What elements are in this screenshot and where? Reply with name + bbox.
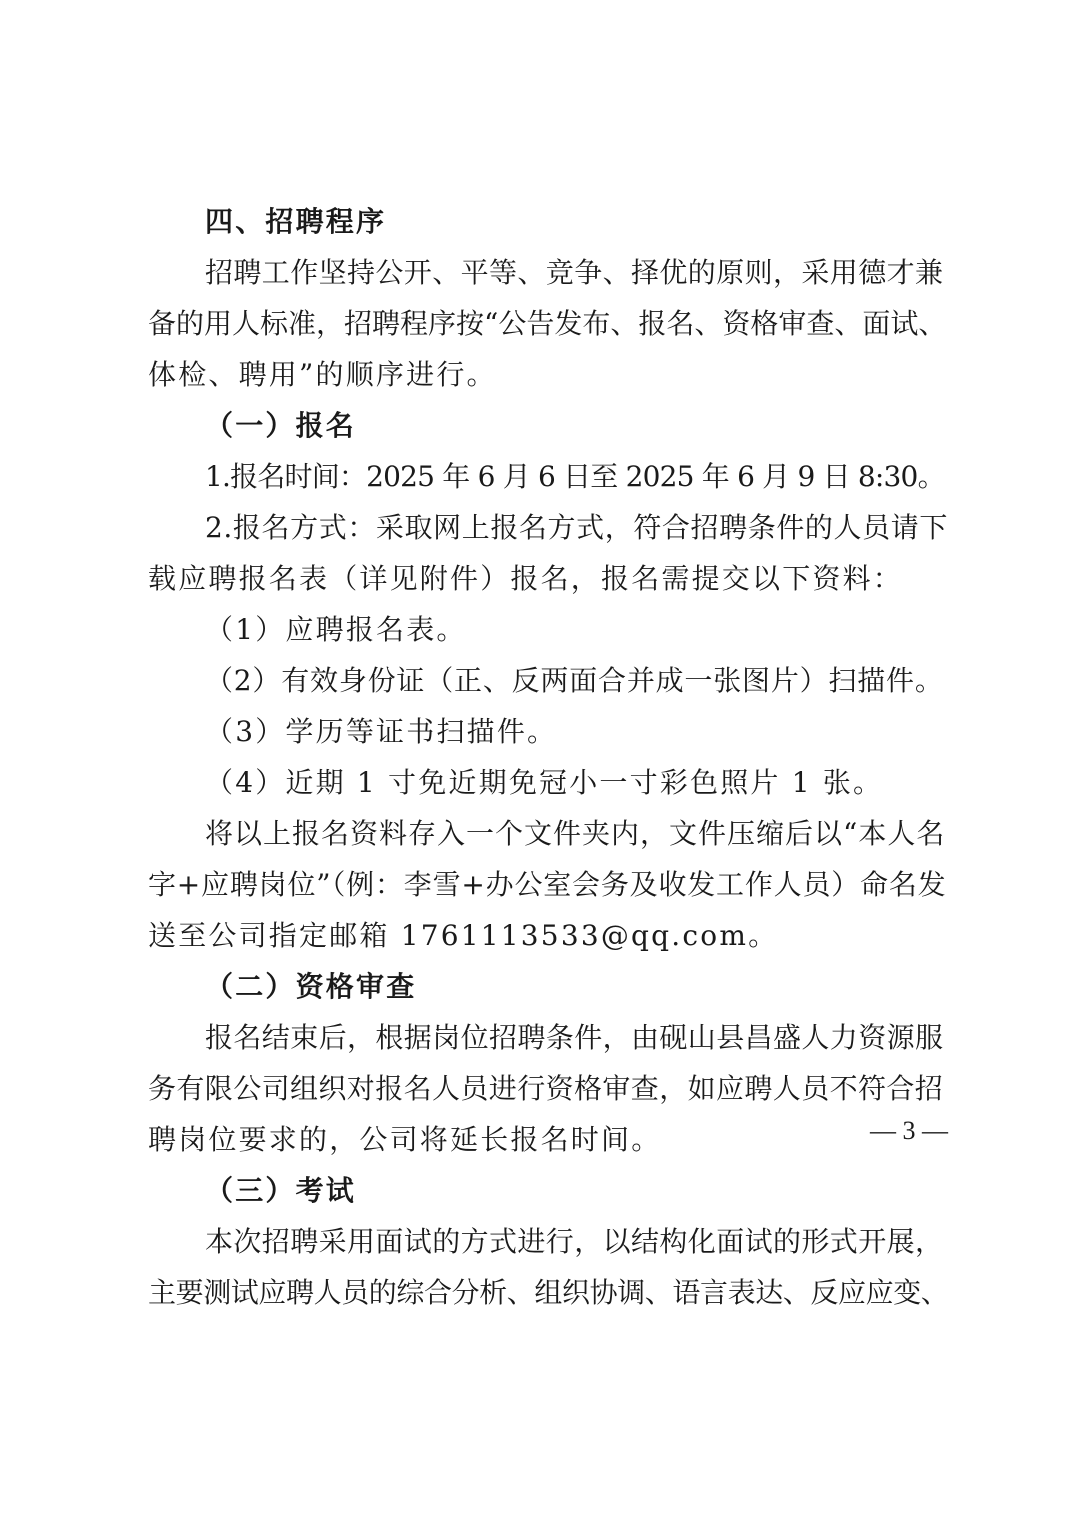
- document-body: [148, 196, 948, 1318]
- material-item: （2）有效身份证（正、反两面合并成一张图片）扫描件。: [205, 664, 944, 697]
- paragraph-line: 聘岗位要求的，公司将延长报名时间。: [148, 1123, 662, 1156]
- paragraph-line: 载应聘报名表（详见附件）报名，报名需提交以下资料：: [148, 562, 904, 595]
- paragraph-line: 报名结束后，根据岗位招聘条件，由砚山县昌盛人力资源服: [205, 1021, 944, 1054]
- subsection-heading-qualification-review: （二）资格审查: [205, 970, 417, 1003]
- paragraph-line: 本次招聘采用面试的方式进行，以结构化面试的形式开展，: [205, 1225, 944, 1258]
- paragraph-line: 体检、聘用”的顺序进行。: [148, 358, 497, 391]
- paragraph-line: 2.报名方式：采取网上报名方式，符合招聘条件的人员请下: [205, 511, 948, 544]
- paragraph-line: 字+应聘岗位”（例：李雪+办公室会务及收发工作人员）命名发: [148, 868, 947, 901]
- material-item: （1）应聘报名表。: [205, 613, 467, 646]
- paragraph-line: 将以上报名资料存入一个文件夹内，文件压缩后以“本人名: [205, 817, 946, 850]
- paragraph-line: 送至公司指定邮箱 1761113533@qq.com。: [148, 919, 779, 952]
- subsection-heading-registration: （一）报名: [205, 409, 357, 442]
- material-item: （4）近期 1 寸免近期免冠小一寸彩色照片 1 张。: [205, 766, 884, 799]
- registration-time: 1.报名时间：2025 年 6 月 6 日至 2025 年 6 月 9 日 8:30。: [205, 460, 945, 493]
- paragraph-line: 务有限公司组织对报名人员进行资格审查，如应聘人员不符合招: [148, 1072, 944, 1105]
- paragraph-line: 招聘工作坚持公开、平等、竞争、择优的原则，采用德才兼: [205, 256, 944, 289]
- section-heading-recruitment-procedure: 四、招聘程序: [205, 205, 387, 238]
- paragraph-line: 主要测试应聘人员的综合分析、组织协调、语言表达、反应应变、: [148, 1276, 949, 1309]
- paragraph-line: 备的用人标准，招聘程序按“公告发布、报名、资格审查、面试、: [148, 307, 947, 340]
- material-item: （3）学历等证书扫描件。: [205, 715, 558, 748]
- page-number: — 3 —: [870, 1116, 948, 1145]
- subsection-heading-exam: （三）考试: [205, 1174, 357, 1207]
